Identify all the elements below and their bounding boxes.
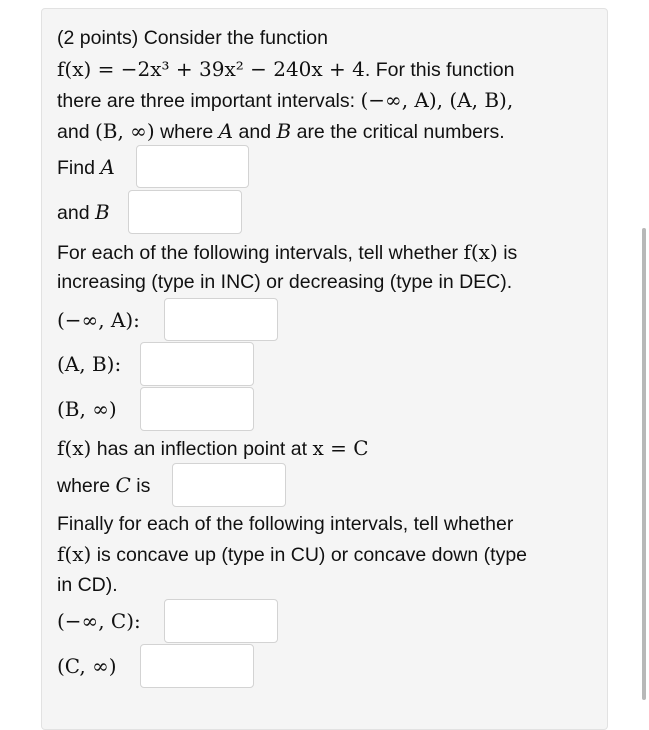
monotonic-prompt-line2 (57, 270, 512, 294)
inflection-eq: x = C (312, 436, 369, 460)
concavity-prompt-line2 (57, 542, 527, 567)
is-text: is (136, 475, 151, 497)
interval-neg-inf-a-label (57, 308, 140, 333)
concavity-prompt-line3 (57, 573, 118, 597)
interval-last: (B, ∞) (94, 119, 155, 143)
critical-tail: are the critical numbers. (296, 121, 505, 143)
concavity-prompt-2: is concave up (type in CU) or concave down (type (96, 544, 528, 566)
and-text: and (57, 121, 90, 143)
concavity-interval-2-text: (C, ∞) (57, 654, 117, 678)
intervals-line (57, 88, 513, 113)
var-a: A (218, 119, 234, 143)
concavity-fx: f(x) (57, 542, 92, 566)
concavity-prompt-line1 (57, 512, 513, 536)
answer-c-input[interactable] (172, 463, 286, 507)
monotonic-prompt-2: increasing (type in INC) or decreasing (type in DEC). (57, 271, 513, 293)
monotonic-prompt-a: For each of the following intervals, tell whether (57, 242, 459, 264)
function-line (57, 57, 514, 82)
intervals-text: there are three important intervals: (57, 90, 356, 112)
and-b-text: and (57, 202, 90, 224)
find-b-label (57, 200, 110, 225)
find-b-var: B (94, 200, 110, 224)
intervals-math: (−∞, A), (A, B), (360, 88, 514, 112)
function-tail: . For this function (364, 59, 515, 81)
monotonic-prompt-b: is (503, 242, 518, 264)
interval-neg-inf-a-input[interactable] (164, 298, 278, 341)
inflection-text: has an inflection point at (96, 438, 308, 460)
intro-text: Consider the function (143, 27, 328, 49)
interval-2-text: (A, B): (57, 352, 122, 376)
inflection-line (57, 436, 369, 461)
inflection-fx: f(x) (57, 436, 92, 460)
interval-a-b-label (57, 352, 121, 377)
find-a-var: A (100, 155, 115, 179)
and2-text: and (238, 121, 272, 143)
question-header (57, 26, 328, 50)
answer-a-input[interactable] (136, 145, 249, 188)
points-label: (2 points) (57, 27, 139, 49)
function-expression: f(x) = −2x³ + 39x² − 240x + 4 (57, 57, 365, 81)
scrollbar[interactable] (642, 228, 646, 700)
interval-b-inf-label (57, 397, 117, 422)
interval-c-inf-label (57, 654, 117, 679)
find-text: Find (57, 157, 95, 179)
concavity-interval-1-text: (−∞, C): (57, 609, 141, 633)
critical-numbers-line (57, 119, 505, 144)
var-b: B (276, 119, 292, 143)
monotonic-fx: f(x) (463, 240, 498, 264)
interval-neg-inf-c-input[interactable] (164, 599, 278, 643)
monotonic-prompt-line1 (57, 240, 517, 265)
interval-b-inf-input[interactable] (140, 387, 254, 431)
interval-c-inf-input[interactable] (140, 644, 254, 688)
interval-neg-inf-c-label (57, 609, 141, 634)
interval-1-text: (−∞, A): (57, 308, 140, 332)
where-c-label (57, 473, 150, 498)
concavity-prompt-1: Finally for each of the following intervals, tell whether (57, 513, 514, 535)
where-c-text: where (57, 475, 111, 497)
interval-3-text: (B, ∞) (57, 397, 117, 421)
concavity-prompt-3: in CD). (57, 574, 118, 596)
find-a-label (57, 155, 115, 180)
interval-a-b-input[interactable] (140, 342, 254, 386)
where-text: where (160, 121, 214, 143)
var-c: C (115, 473, 131, 497)
answer-b-input[interactable] (128, 190, 242, 234)
